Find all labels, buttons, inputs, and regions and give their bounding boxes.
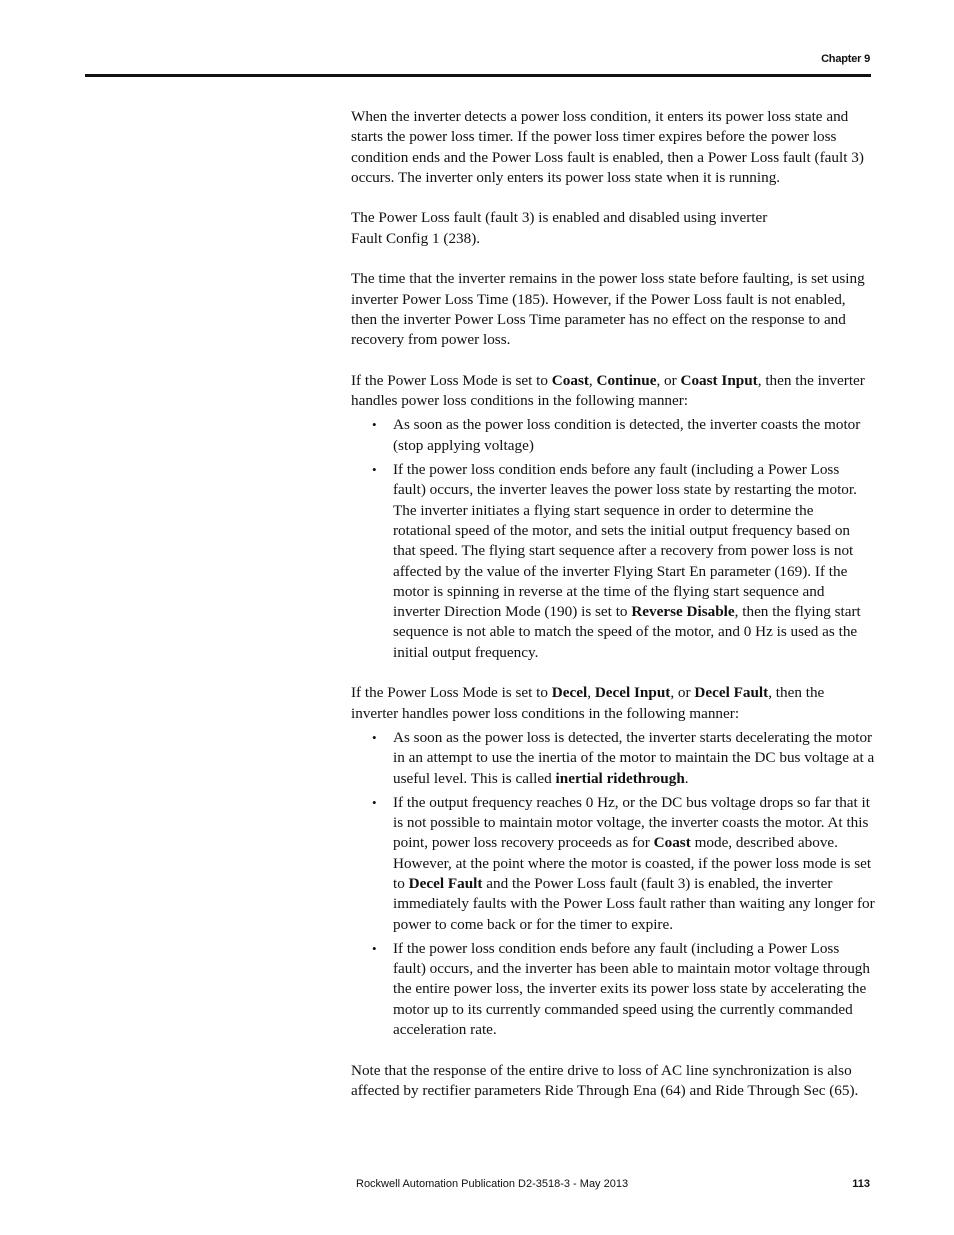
- text-run: , then the inverter handles power loss conditions in the following manner:: [351, 371, 865, 410]
- text-run: mode, described above. However, at the point where the motor is coasted, if the power loss mode is set to: [393, 834, 872, 892]
- text-run: ,: [587, 684, 595, 702]
- footer-publication: Rockwell Automation Publication D2-3518-3 - May 2013: [356, 1178, 629, 1190]
- list-item: • As soon as the power loss condition is detected, the inverter coasts the motor (stop applying voltage): [393, 415, 875, 456]
- mode-continue: Continue: [596, 371, 657, 389]
- decel-fault-term: Decel Fault: [408, 874, 483, 892]
- mode-decel: Decel: [551, 684, 588, 702]
- paragraph-decel-modes: [351, 683, 875, 724]
- header-rule: [85, 74, 871, 77]
- paragraph-power-loss-intro: When the inverter detects a power loss condition, it enters its power loss state and starts the power loss timer. If the power loss timer expires before the power loss condition ends and the Power Loss fault is enabled, then a Power Loss fault (fault 3) occurs. The inverter only enters its power loss state when it is running.: [351, 108, 864, 186]
- mode-decel-input: Decel Input: [594, 684, 671, 702]
- reverse-disable-label: Reverse Disable: [631, 603, 735, 621]
- fault-config-line-1: The Power Loss fault (fault 3) is enabled and disabled using inverter: [351, 209, 768, 227]
- text-run: If the power loss condition ends before any fault (including a Power Loss fault) occurs, the inverter leaves the power loss state by restarting the motor. The inverter initiates a flying start sequence in order to determine the rotational speed of the motor, and sets the initial output frequency based on that speed. The flying start sequence after a recovery from power loss is not affected by the value of the inverter Flying Start En parameter (169). If the motor is spinning in reverse at the time of the flying start sequence and inverter Direction Mode (190) is set to: [393, 461, 857, 621]
- paragraph-power-loss-time: The time that the inverter remains in the power loss state before faulting, is set using inverter Power Loss Time (185). However, if the Power Loss fault is not enabled, then the inverter Power Loss Time parameter has no effect on the response to and recovery from power loss.: [351, 270, 865, 349]
- list-item: [393, 460, 875, 663]
- mode-decel-fault: Decel Fault: [694, 684, 769, 702]
- text-run: If the output frequency reaches 0 Hz, or the DC bus voltage drops so far that it is not possible to maintain motor voltage, the inverter coasts the motor. At this point, power loss recovery proceeds as for: [393, 793, 870, 852]
- coast-mode-list: [351, 415, 875, 663]
- text-run: If the Power Loss Mode is set to: [351, 371, 552, 389]
- fault-config-line-2: Fault Config 1 (238).: [351, 229, 481, 247]
- text-run: and the Power Loss fault (fault 3) is enabled, the inverter immediately faults with the Power Loss fault rather than waiting any longer for power to come back or for the timer to expire.: [393, 874, 875, 933]
- text-run: , or: [670, 684, 695, 702]
- text-run: ,: [588, 371, 597, 389]
- paragraph-fault-config: [351, 208, 875, 249]
- text-run: , then the inverter handles power loss conditions in the following manner:: [351, 684, 825, 722]
- paragraph-coast-modes: [351, 371, 875, 412]
- paragraph-ride-through-note: Note that the response of the entire drive to loss of AC line synchronization is also affected by rectifier parameters Ride Through Ena (64) and Ride Through Sec (65).: [351, 1061, 859, 1099]
- mode-coast-input: Coast Input: [680, 371, 758, 389]
- coast-term: Coast: [653, 834, 691, 852]
- body-text: [351, 107, 875, 1122]
- list-item: [393, 728, 875, 789]
- mode-coast: Coast: [551, 371, 589, 389]
- text-run: , then the flying start sequence is not able to match the speed of the motor, and 0 Hz is used as the initial output frequency.: [393, 603, 861, 661]
- text-run: As soon as the power loss is detected, the inverter starts decelerating the motor in an attempt to use the inertia of the motor to maintain the DC bus voltage at a useful level. This is called: [393, 728, 875, 787]
- list-item: [393, 793, 875, 935]
- page-number: 113: [852, 1178, 870, 1190]
- inertial-ridethrough-term: inertial ridethrough: [555, 769, 685, 787]
- decel-mode-list: [351, 728, 875, 1040]
- text-run: , or: [656, 371, 681, 389]
- list-item: • If the power loss condition ends before any fault (including a Power Loss fault) occurs, and the inverter has been able to maintain motor voltage through the entire power loss, the inverter exits its power loss state by accelerating the motor up to its currently commanded speed using the currently commanded acceleration rate.: [393, 939, 875, 1040]
- text-run: .: [684, 769, 689, 787]
- text-run: If the Power Loss Mode is set to: [351, 684, 552, 702]
- chapter-label: Chapter 9: [821, 53, 870, 65]
